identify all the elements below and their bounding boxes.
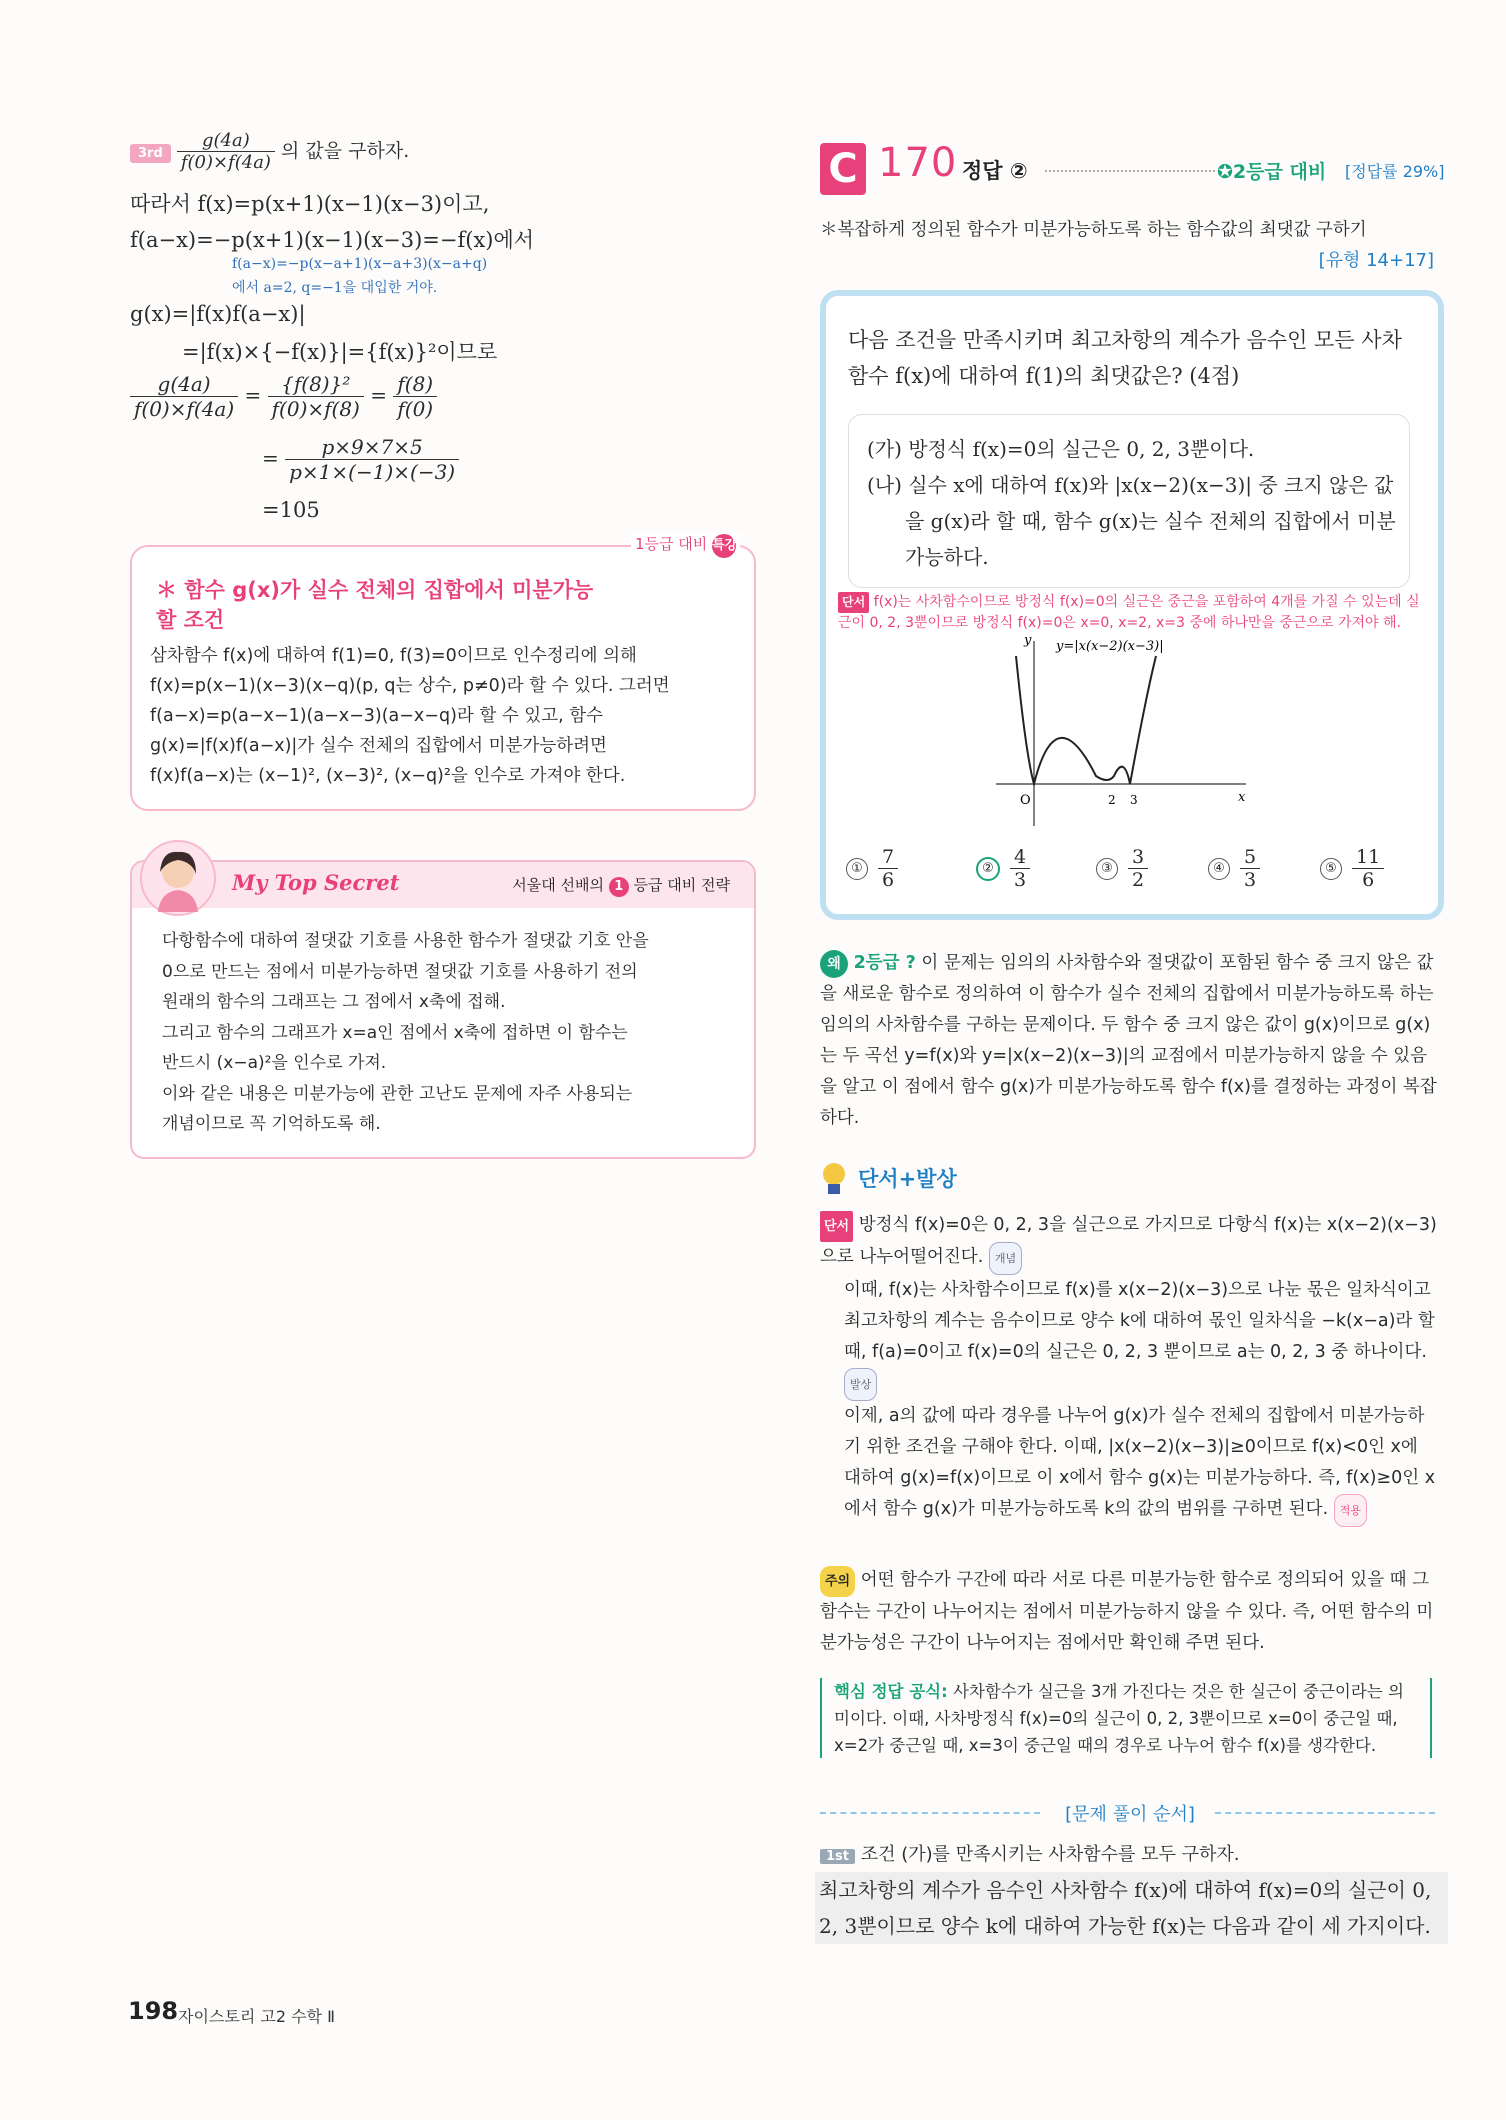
choice-fraction	[1240, 846, 1260, 891]
step-1-title: 조건 (가)를 만족시키는 사차함수를 모두 구하자.	[860, 1844, 1240, 1865]
fraction-numerator: 5	[1240, 846, 1260, 869]
solution-line-3: g(x)=|f(x)f(a−x)|	[130, 302, 306, 326]
concept-chip: 개념	[989, 1242, 1022, 1275]
fraction-denominator: f(0)×f(8)	[271, 397, 360, 421]
abs-cubic-graph	[996, 636, 1256, 836]
problem-subject: ＊복잡하게 정의된 함수가 미분가능하도록 하는 함수값의 최댓값 구하기	[820, 220, 1367, 240]
fraction-numerator: g(4a)	[177, 130, 275, 152]
concept-line: f(a−x)=p(a−x−1)(a−x−3)(a−x−q)라 할 수 있고, 함수	[150, 706, 604, 726]
core-formula-label: 핵심 정답 공식:	[834, 1682, 948, 1701]
side-note-1: f(a−x)=−p(x−a+1)(x−a+3)(x−a+q)	[232, 256, 488, 272]
concept-tag	[631, 533, 740, 558]
secret-line: 0으로 만드는 점에서 미분가능하면 절댓값 기호를 사용하기 전의	[162, 961, 638, 982]
solution-line-1: 따라서 f(x)=p(x+1)(x−1)(x−3)이고,	[130, 192, 490, 216]
core-formula-box	[820, 1678, 1432, 1758]
step-1-heading	[820, 1840, 1239, 1866]
secret-line: 다항함수에 대하여 절댓값 기호를 사용한 함수가 절댓값 기호 안을	[162, 931, 649, 951]
choice-fraction	[1352, 846, 1384, 891]
hint-text: f(x)는 사차함수이므로 방정식 f(x)=0의 실근은 중근을 포함하여 4개를 가질 수 있는데 실근이 0, 2, 3뿐이므로 방정식 f(x)=0은 x=0, x=2, x=3 중에 하나만을 중근으로 가져야 해.	[838, 594, 1420, 631]
x-label: x	[1238, 790, 1246, 805]
clue-text-3: 이제, a의 값에 따라 경우를 나누어 g(x)가 실수 전체의 집합에서 미분가능하기 위한 조건을 구해야 한다. 이때, |x(x−2)(x−3)|≥0이므로 f(x)<0인 x에 대하여 g(x)=f(x)이므로 이 x에서 함수 g(x)는 미분가능하다. 즉, f(x)≥0인 x에서 함수 g(x)가 미분가능하도록 k의 값의 범위를 구하면 된다.	[844, 1406, 1436, 1519]
secret-line: 이와 같은 내용은 미분가능에 관한 고난도 문제에 자주 사용되는	[162, 1083, 633, 1104]
fraction-denominator: f(0)×f(4a)	[134, 397, 235, 421]
concept-body	[150, 641, 740, 791]
conditions-box	[848, 414, 1410, 588]
subtitle-part: 등급 대비 전략	[633, 876, 730, 894]
fraction-denominator: 3	[1014, 869, 1027, 891]
concept-box	[130, 535, 756, 811]
top-secret-body	[162, 926, 742, 1140]
caution-text: 어떤 함수가 구간에 따라 서로 다른 미분가능한 함수로 정의되어 있을 때 그 함수는 구간이 나누어지는 점에서 미분가능하지 않을 수 있다. 즉, 어떤 함수의 미분가능성은 구간이 나누어지는 점에서만 확인해 주면 된다.	[820, 1570, 1434, 1653]
clue-paragraph-1	[820, 1210, 1440, 1275]
senior-avatar-icon	[140, 840, 216, 916]
why-grade-section	[820, 948, 1440, 1134]
tick-3: 3	[1130, 793, 1138, 807]
secret-line: 반드시 (x−a)²을 인수로 가져.	[162, 1053, 387, 1073]
secret-line: 원래의 함수의 그래프는 그 점에서 x축에 접해.	[162, 992, 506, 1012]
equation-row-1	[130, 372, 437, 421]
choice-3[interactable]	[1096, 846, 1148, 891]
graph-equation-label: y=|x(x−2)(x−3)|	[1056, 639, 1164, 654]
fraction-denominator: 6	[882, 869, 895, 891]
choice-5[interactable]	[1320, 846, 1384, 891]
equation-row-2	[262, 435, 459, 484]
solution-line-4: =|f(x)×{−f(x)}|={f(x)}²이므로	[182, 340, 498, 364]
concept-line: f(x)f(a−x)는 (x−1)², (x−3)², (x−q)²을 인수로 가져야 한다.	[150, 766, 626, 786]
grade-label: ✪2등급 대비	[1217, 161, 1327, 183]
choice-number: ④	[1208, 858, 1230, 880]
step-3rd-line	[130, 130, 409, 173]
equals-sign: =	[262, 446, 279, 470]
special-lecture-badge: 특강	[712, 534, 736, 558]
condition-b: (나) 실수 x에 대하여 f(x)와 |x(x−2)(x−3)| 중 크지 않은 값을 g(x)라 할 때, 함수 g(x)는 실수 전체의 집합에서 미분가능하다.	[867, 473, 1396, 569]
clue-idea-body	[820, 1210, 1440, 1527]
fraction-denominator: p×1×(−1)×(−3)	[289, 460, 456, 484]
book-title: 자이스토리 고2 수학 Ⅱ	[178, 2007, 335, 2026]
side-note-2: 에서 a=2, q=−1을 대입한 거야.	[232, 280, 438, 296]
conditions-text	[867, 431, 1397, 575]
step-tag: 3rd	[130, 144, 171, 163]
choice-number-selected: ②	[976, 857, 1000, 881]
lightbulb-icon	[820, 1160, 848, 1198]
fraction-numerator: 11	[1352, 846, 1384, 869]
equals-sign: =	[244, 383, 262, 407]
category-badge: C	[820, 143, 866, 195]
fraction-numerator: 4	[1010, 846, 1030, 869]
solution-order-title: [문제 풀이 순서]	[1065, 1804, 1195, 1825]
top-secret-title: My Top Secret	[232, 870, 400, 895]
answer-label: 정답 ②	[962, 159, 1028, 183]
core-formula-text: 사차함수가 실근을 3개 가진다는 것은 한 실근이 중근이라는 의미이다. 이때, 사차방정식 f(x)=0의 실근이 0, 2, 3뿐이므로 x=0이 중근일 때, x=2가 중근일 때, x=3이 중근일 때의 경우로 나누어 함수 f(x)를 생각한다.	[834, 1682, 1404, 1755]
problem-number: 170	[878, 140, 958, 186]
page-number: 198	[128, 1997, 179, 2025]
concept-line: g(x)=|f(x)f(a−x)|가 실수 전체의 집합에서 미분가능하려면	[150, 736, 607, 756]
final-result: =105	[262, 498, 320, 522]
fraction-denominator: 3	[1244, 869, 1257, 891]
clue-text-2: 이때, f(x)는 사차함수이므로 f(x)를 x(x−2)(x−3)으로 나눈 몫은 일차식이고 최고차항의 계수는 음수이므로 양수 k에 대하여 몫인 일차식을 −k(x−a)라 할 때, f(a)=0이고 f(x)=0의 실근은 0, 2, 3 뿐이므로 a는 0, 2, 3 중 하나이다.	[844, 1280, 1435, 1362]
why-tag: 왜	[820, 950, 848, 978]
fraction-1	[130, 372, 238, 421]
concept-line: 삼차함수 f(x)에 대하여 f(1)=0, f(3)=0이므로 인수정리에 의해	[150, 646, 637, 666]
fraction-2	[268, 372, 364, 421]
choice-2[interactable]	[976, 846, 1030, 891]
fraction-denominator: f(0)	[397, 397, 434, 421]
why-heading: 2등급 ?	[853, 953, 916, 973]
top-secret-header	[132, 862, 754, 908]
step-text: 의 값을 구하자.	[281, 140, 410, 162]
fraction-numerator: 3	[1128, 846, 1148, 869]
y-label: y	[1024, 636, 1032, 648]
clue-text-1: 방정식 f(x)=0은 0, 2, 3을 실근으로 가지므로 다항식 f(x)는 x(x−2)(x−3)으로 나누어떨어진다.	[820, 1215, 1437, 1267]
choice-fraction	[1010, 846, 1030, 891]
idea-chip: 발상	[844, 1368, 877, 1401]
choice-fraction	[1128, 846, 1148, 891]
fraction-3	[393, 372, 437, 421]
condition-a: (가) 방정식 f(x)=0의 실근은 0, 2, 3뿐이다.	[867, 437, 1255, 461]
fraction-numerator: 7	[878, 846, 898, 869]
fraction-numerator: f(8)	[393, 372, 437, 397]
secret-line: 개념이므로 꼭 기억하도록 해.	[162, 1114, 381, 1134]
correct-rate: [정답률 29%]	[1345, 162, 1445, 181]
step-fraction	[177, 130, 275, 173]
caution-note	[820, 1565, 1440, 1659]
concept-line: f(x)=p(x−1)(x−3)(x−q)(p, q는 상수, p≠0)라 할 수 있다. 그러면	[150, 676, 670, 696]
dotted-leader	[1045, 170, 1215, 172]
graph-curve	[1016, 656, 1156, 784]
answer-choices	[846, 846, 1416, 896]
fraction-numerator: {f(8)}²	[268, 372, 364, 397]
step-1-tag: 1st	[820, 1849, 855, 1864]
clue-tag: 단서	[820, 1211, 853, 1242]
fraction-numerator: p×9×7×5	[285, 435, 459, 460]
hint-tag: 단서	[838, 592, 869, 613]
grade-one-badge: 1	[609, 877, 629, 897]
origin-label: O	[1020, 793, 1031, 808]
problem-box	[820, 290, 1444, 920]
clue-paragraph-2	[820, 1275, 1440, 1401]
fraction-numerator: g(4a)	[130, 372, 238, 397]
top-secret-box	[130, 860, 756, 1159]
caution-tag: 주의	[820, 1566, 855, 1597]
choice-number: ①	[846, 858, 868, 880]
concept-tag-label: 1등급 대비	[634, 535, 708, 553]
concept-title: ＊ 함수 g(x)가 실수 전체의 집합에서 미분가능할 조건	[156, 578, 594, 632]
choice-number: ⑤	[1320, 858, 1342, 880]
problem-type: [유형 14+17]	[1318, 250, 1434, 271]
fraction-denominator: 2	[1132, 869, 1145, 891]
fraction-denominator: 6	[1362, 869, 1375, 891]
solution-line-2: f(a−x)=−p(x+1)(x−1)(x−3)=−f(x)에서	[130, 228, 535, 252]
step-1-body: 최고차항의 계수가 음수인 사차함수 f(x)에 대하여 f(x)=0의 실근이 0, 2, 3뿐이므로 양수 k에 대하여 가능한 f(x)는 다음과 같이 세 가지이다.	[815, 1872, 1448, 1944]
why-text: 이 문제는 임의의 사차함수와 절댓값이 포함된 함수 중 크지 않은 값을 새로운 함수로 정의하여 이 함수가 실수 전체의 집합에서 미분가능하도록 하는 임의의 사차함수를 구하는 문제이다. 두 함수 중 크지 않은 값이 g(x)이므로 g(x)는 두 곡선 y=f(x)와 y=|x(x−2)(x−3)|의 교점에서 미분가능하지 않을 수 있음을 알고 이 점에서 함수 g(x)가 미분가능하도록 함수 f(x)를 결정하는 과정이 복잡하다.	[820, 953, 1437, 1128]
equals-sign: =	[370, 383, 387, 407]
tick-2: 2	[1108, 793, 1116, 807]
choice-fraction	[878, 846, 898, 891]
choice-1[interactable]	[846, 846, 898, 891]
clue-idea-heading: 단서+발상	[858, 1167, 957, 1191]
subtitle-part: 서울대 선배의	[512, 876, 604, 894]
choice-number: ③	[1096, 858, 1118, 880]
clue-paragraph-3	[820, 1401, 1440, 1527]
problem-question: 다음 조건을 만족시키며 최고차항의 계수가 음수인 모든 사차함수 f(x)에 대하여 f(1)의 최댓값은? (4점)	[848, 328, 1402, 388]
top-secret-subtitle	[512, 874, 730, 897]
fraction-4	[285, 435, 459, 484]
secret-line: 그리고 함수의 그래프가 x=a인 점에서 x축에 접하면 이 함수는	[162, 1022, 628, 1043]
fraction-denominator: f(0)×f(4a)	[180, 152, 271, 173]
apply-chip: 적용	[1334, 1494, 1367, 1527]
choice-4[interactable]	[1208, 846, 1260, 891]
hint-note	[838, 592, 1428, 634]
